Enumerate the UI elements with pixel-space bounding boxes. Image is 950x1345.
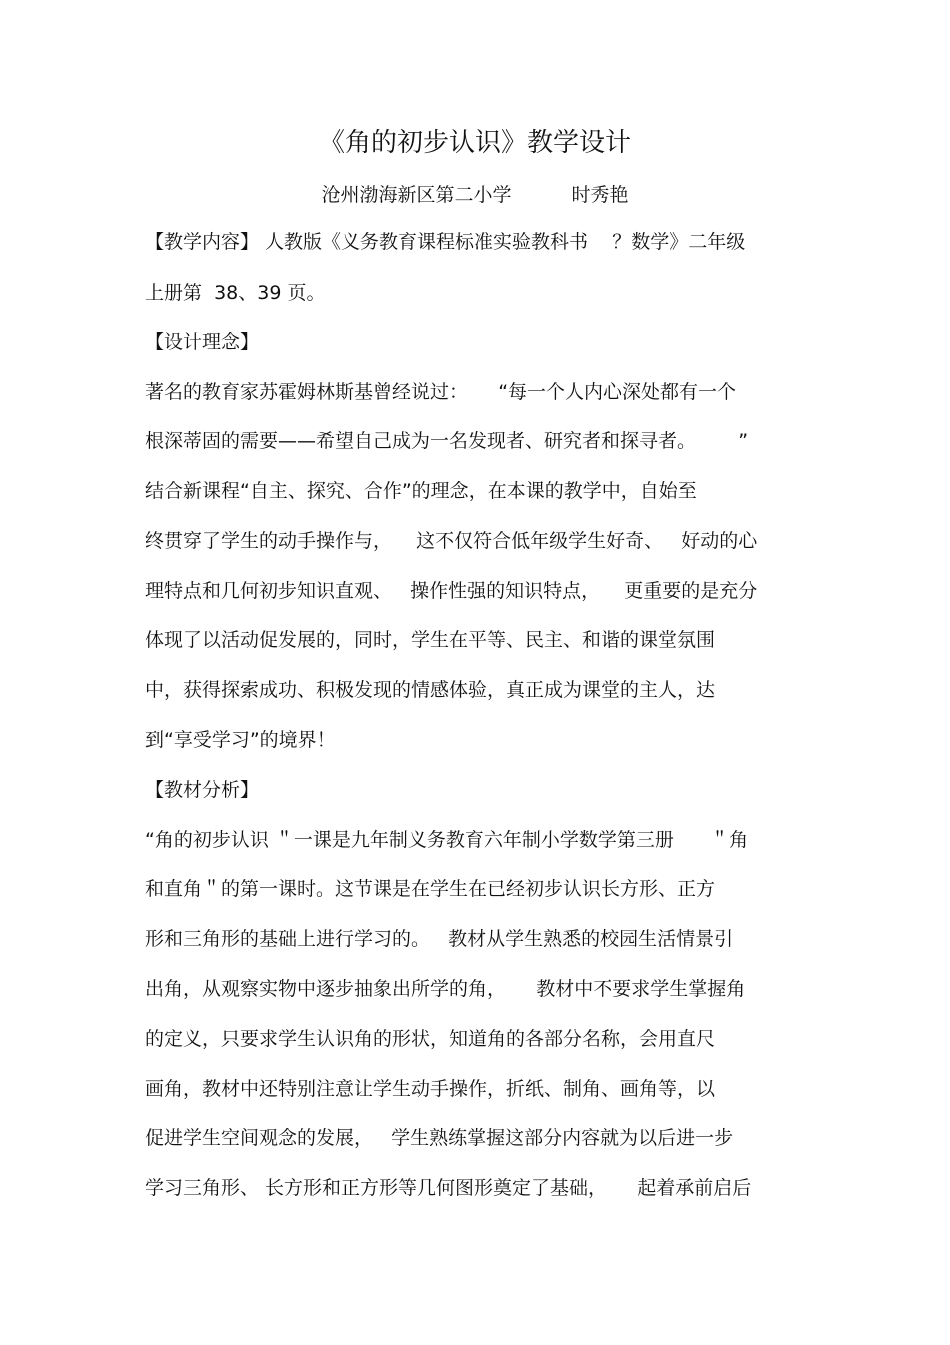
section-heading: 【设计理念】 <box>145 331 260 353</box>
text-line: 中，获得探索成功、积极发现的情感体验，真正成为课堂的主人，达 <box>145 679 716 701</box>
text-line: 【教学内容】 人教版《义务教育课程标准实验教科书 ？数学》二年级 <box>145 231 746 253</box>
author-line <box>0 180 950 207</box>
text-line: 出角，从观察实物中逐步抽象出所学的角， 教材中不要求学生掌握角 <box>145 978 746 1000</box>
document-title: 《角的初步认识》教学设计 <box>318 128 631 158</box>
text-line: 理特点和几何初步知识直观、 操作性强的知识特点， 更重要的是充分 <box>145 580 758 602</box>
author-name: 时秀艳 <box>571 184 629 206</box>
text-line: “角的初步认识 ＂一课是九年制义务教育六年制小学数学第三册 ＂角 <box>145 829 749 851</box>
text-line: 体现了以活动促发展的，同时，学生在平等、民主、和谐的课堂氛围 <box>145 629 716 651</box>
text-line: 的定义，只要求学生认识角的形状，知道角的各部分名称，会用直尺 <box>145 1028 716 1050</box>
school-name: 沧州渤海新区第二小学 <box>321 184 512 206</box>
text-line: 著名的教育家苏霍姆林斯基曾经说过： “每一个人内心深处都有一个 <box>145 381 737 403</box>
text-line: 终贯穿了学生的动手操作与， 这不仅符合低年级学生好奇、 好动的心 <box>145 530 758 552</box>
text-line: 结合新课程“自主、探究、合作”的理念，在本课的教学中，自始至 <box>145 480 697 502</box>
text-line: 学习三角形、 长方形和正方形等几何图形奠定了基础， 起着承前启后 <box>145 1177 752 1199</box>
text-line: 上册第 38、39 页。 <box>145 282 326 304</box>
text-line: 到“享受学习”的境界！ <box>145 729 336 751</box>
text-line: 和直角＂的第一课时。这节课是在学生在已经初步认识长方形、正方 <box>145 878 716 900</box>
text-line: 形和三角形的基础上进行学习的。 教材从学生熟悉的校园生活情景引 <box>145 928 734 950</box>
text-line: 画角，教材中还特别注意让学生动手操作，折纸、制角、画角等，以 <box>145 1078 716 1100</box>
section-heading: 【教材分析】 <box>145 779 260 801</box>
text-line: 根深蒂固的需要——希望自己成为一名发现者、研究者和探寻者。 ” <box>145 430 749 452</box>
text-line: 促进学生空间观念的发展， 学生熟练掌握这部分内容就为以后进一步 <box>145 1127 734 1149</box>
